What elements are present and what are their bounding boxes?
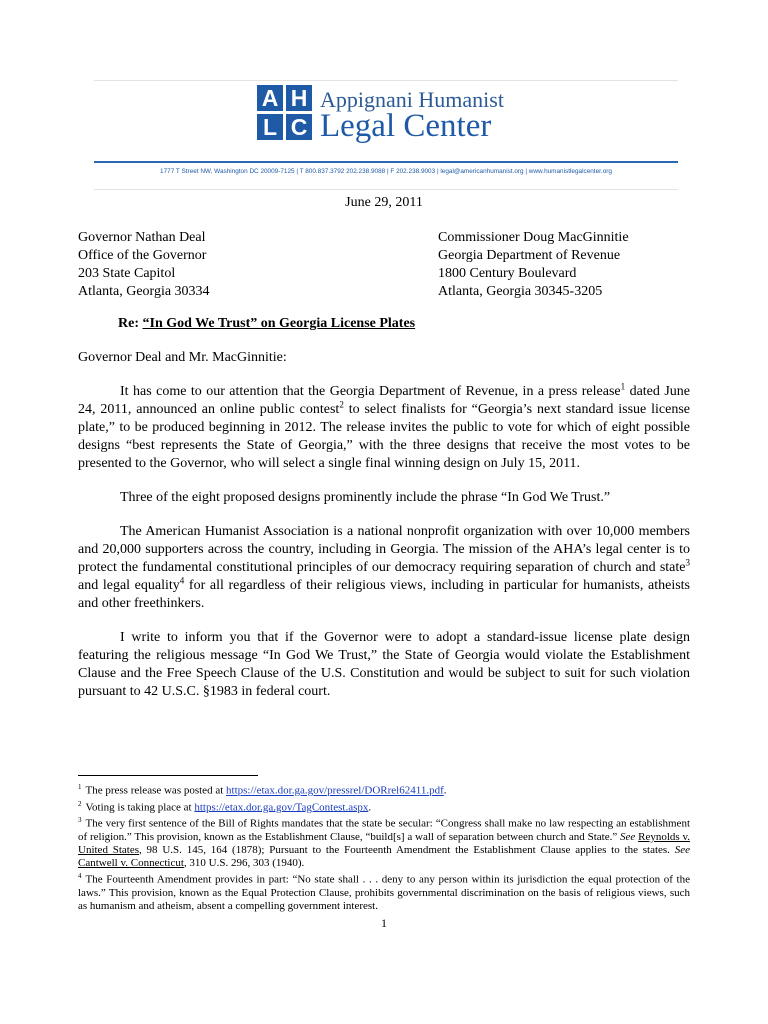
footnote-separator xyxy=(78,775,258,776)
footnote-text: , 98 U.S. 145, 164 (1878); Pursuant to the Fourteenth Amendment the Establishment Clause applies to the states. xyxy=(139,843,675,856)
paragraph-text: It has come to our attention that the Georgia Department of Revenue, in a press release xyxy=(120,384,621,399)
recipient-name: Governor Nathan Deal xyxy=(78,230,206,245)
press-release-link[interactable]: https://etax.dor.ga.gov/pressrel/DORrel62411.pdf xyxy=(226,784,444,797)
logo-letter-h: H xyxy=(286,85,312,111)
footnote-number: 2 xyxy=(78,799,82,808)
footnote-3 xyxy=(78,814,690,870)
citation-signal: See xyxy=(620,830,636,843)
paragraph-text: The American Humanist Association is a national nonprofit organization with over 10,000 members and 20,000 supporters across the country, including in Georgia. The mission of the AHA’s legal center is to protect the fundamental constitutional principles of our democracy requiring separation of church and state xyxy=(78,524,690,575)
ahlc-logo xyxy=(257,85,312,140)
recipient-name: Commissioner Doug MacGinnitie xyxy=(438,230,629,245)
footnote-text: The Fourteenth Amendment provides in part: “No state shall . . . deny to any person within its jurisdiction the equal protection of the laws.” This provision, known as the Equal Protection Clause, prohibits governmental discrimination on the basis of religious views, such as humanism and atheism, absent a compelling government interest. xyxy=(78,873,690,912)
footnote-ref: 3 xyxy=(685,557,690,568)
letterhead-rule xyxy=(94,161,678,163)
footnote-4 xyxy=(78,870,690,913)
footnote-2 xyxy=(78,798,690,815)
recipient-office: Georgia Department of Revenue xyxy=(438,248,621,263)
salutation: Governor Deal and Mr. MacGinnitie: xyxy=(78,350,287,365)
footnote-ref: 1 xyxy=(620,381,626,392)
letterhead xyxy=(94,80,678,190)
paragraph-text: and legal equality xyxy=(78,578,180,593)
footnote-text: , 310 U.S. 296, 303 (1940). xyxy=(183,856,305,869)
body-paragraph xyxy=(78,383,690,473)
body-paragraph: I write to inform you that if the Governor were to adopt a standard-issue license plate design featuring the religious message “In God We Trust,” the State of Georgia would violate the Establishment Clause and the Free Speech Clause of the U.S. Constitution and would be subject to suit for such violation pursuant to 42 U.S.C. §1983 in federal court. xyxy=(78,630,690,699)
org-name-line2: Legal Center xyxy=(320,108,492,144)
footnote-text: . xyxy=(368,801,372,814)
logo-letter-c: C xyxy=(286,114,312,140)
subject-text: “In God We Trust” on Georgia License Plates xyxy=(142,316,416,331)
body-paragraph xyxy=(78,523,690,613)
recipient-street: 203 State Capitol xyxy=(78,266,176,281)
footnote-text: The press release was posted at xyxy=(85,784,227,797)
logo-letter-a: A xyxy=(257,85,283,111)
footnote-number: 1 xyxy=(78,783,82,791)
footnote-text: . xyxy=(443,784,447,797)
subject-label: Re: xyxy=(118,316,139,331)
paragraph-text: to select finalists for “Georgia’s next standard issue license plate,” to be produced beginning in 2012. The release invites the public to vote for which of eight possible designs “best represents the State of Georgia,” with the three designs that receive the most votes to be presented to the Governor, who will select a single final winning design on July 15, 2011. xyxy=(78,402,691,471)
recipient-commissioner xyxy=(438,229,629,301)
org-name-line1: Appignani Humanist xyxy=(320,87,504,112)
letter-date: June 29, 2011 xyxy=(345,195,423,210)
letterhead-contact-line: 1777 T Street NW, Washington DC 20009-7125 | T 800.837.3792 202.238.9088 | F 202.238.9003 | legal@americanhumanist.org | www.humanistlegalcenter.org xyxy=(160,168,612,175)
footnote-1 xyxy=(78,781,690,798)
tag-contest-link[interactable]: https://etax.dor.ga.gov/TagContest.aspx xyxy=(194,801,369,814)
footnote-ref: 4 xyxy=(179,575,185,586)
recipient-office: Office of the Governor xyxy=(78,248,207,263)
footnote-number: 4 xyxy=(78,871,82,880)
logo-letter-l: L xyxy=(257,114,283,140)
page-number: 1 xyxy=(381,916,387,930)
recipient-street: 1800 Century Boulevard xyxy=(438,266,577,281)
recipient-city: Atlanta, Georgia 30334 xyxy=(78,284,210,299)
letter-body xyxy=(78,383,690,717)
recipient-governor xyxy=(78,229,210,301)
footnotes xyxy=(78,781,690,913)
subject-line xyxy=(118,316,415,332)
footnote-ref: 2 xyxy=(339,399,344,410)
case-name: Reynolds v. United States xyxy=(78,830,691,856)
footnote-text: Voting is taking place at xyxy=(85,801,195,814)
paragraph-text: dated June 24, 2011, announced an online public contest xyxy=(78,384,690,417)
footnote-text: The very first sentence of the Bill of Rights mandates that the state be secular: “Congress shall make no law respecting an establishment of religion.” This provision, known as the Establishment Clause, “build[s] a wall of separation between church and State.” xyxy=(78,817,690,843)
citation-signal: See xyxy=(674,843,690,856)
paragraph-text: for all regardless of their religious views, including in particular for humanists, atheists and other freethinkers. xyxy=(78,578,690,611)
case-name: Cantwell v. Connecticut xyxy=(78,856,184,869)
footnote-number: 3 xyxy=(78,816,82,825)
body-paragraph: Three of the eight proposed designs prominently include the phrase “In God We Trust.” xyxy=(120,490,611,505)
recipient-city: Atlanta, Georgia 30345-3205 xyxy=(438,284,603,299)
